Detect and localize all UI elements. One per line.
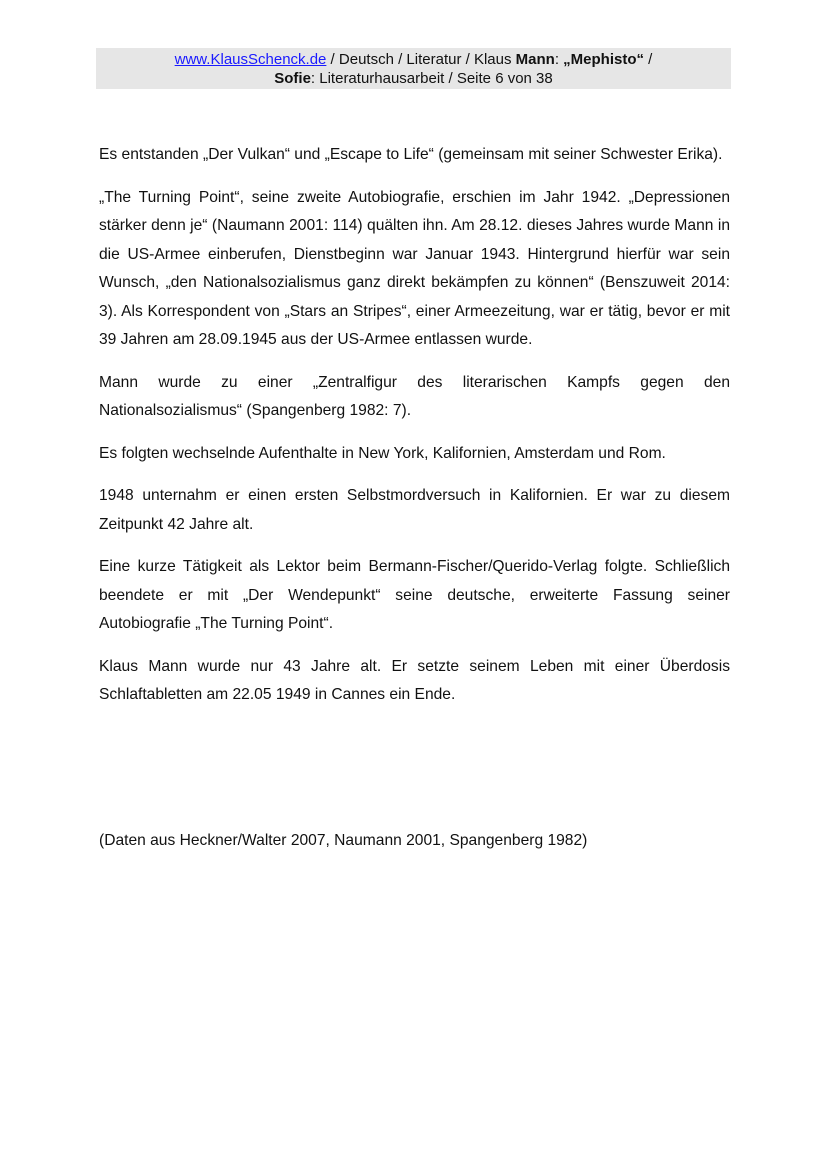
paragraph-works: Es entstanden „Der Vulkan“ und „Escape to Life“ (gemeinsam mit seiner Schwester Erika). (99, 146, 723, 163)
paragraph-turning-point: „The Turning Point“, seine zweite Autobiografie, erschien im Jahr 1942. „Depressionen stärker denn je“ (Naumann 2001: 114) quälten ihn. Am 28.12. dieses Jahres wurde Mann in die US-Armee einberufen, Dienstbeginn war Januar 1943. Hintergrund hierfür war sein Wunsch, „den Nationalsozialismus ganz direkt bekämpfen zu können“ (Benszuweit 2014: 3). Als Korrespondent von „Stars an Stripes“, einer Armeezeitung, war er tätig, bevor er mit 39 Jahren am 28.09.1945 aus der US-Armee entlassen wurde. (99, 188, 730, 348)
header-work-title: „Mephisto“ (563, 51, 645, 68)
header-student-name: Sofie (274, 70, 311, 87)
paragraph-central-figure: Mann wurde zu einer „Zentralfigur des literarischen Kampfs gegen den Nationalsozialismus“ (Spangenberg 1982: 7). (99, 373, 730, 419)
paragraph-residences: Es folgten wechselnde Aufenthalte in New York, Kalifornien, Amsterdam und Rom. (99, 444, 666, 462)
header-line1-end: / (644, 51, 653, 68)
header-author: Mann (515, 51, 555, 68)
document-body (99, 141, 730, 724)
website-link[interactable]: www.KlausSchenck.de (174, 51, 327, 68)
sources-note: (Daten aus Heckner/Walter 2007, Naumann 2001, Spangenberg 1982) (99, 832, 588, 849)
paragraph-suicide-attempt: 1948 unternahm er einen ersten Selbstmordversuch in Kalifornien. Er war zu diesem Zeitpunkt 42 Jahre alt. (99, 487, 730, 533)
paragraph-lector: Eine kurze Tätigkeit als Lektor beim Bermann-Fischer/Querido-Verlag folgte. Schließlich beendete er mit „Der Wendepunkt“ seine deutsche, erweiterte Fassung seiner Autobiografie „The Turning Point“. (99, 558, 730, 632)
header-path: / Deutsch / Literatur / Klaus (326, 51, 516, 68)
header-colon: : (554, 51, 564, 68)
header-page-info: : Literaturhausarbeit / Seite 6 von 38 (310, 70, 553, 87)
page-header (96, 48, 731, 89)
paragraph-death: Klaus Mann wurde nur 43 Jahre alt. Er setzte seinem Leben mit einer Überdosis Schlaftabletten am 22.05 1949 in Cannes ein Ende. (99, 657, 730, 703)
header-line-1 (96, 50, 731, 69)
header-line-2 (96, 69, 731, 88)
